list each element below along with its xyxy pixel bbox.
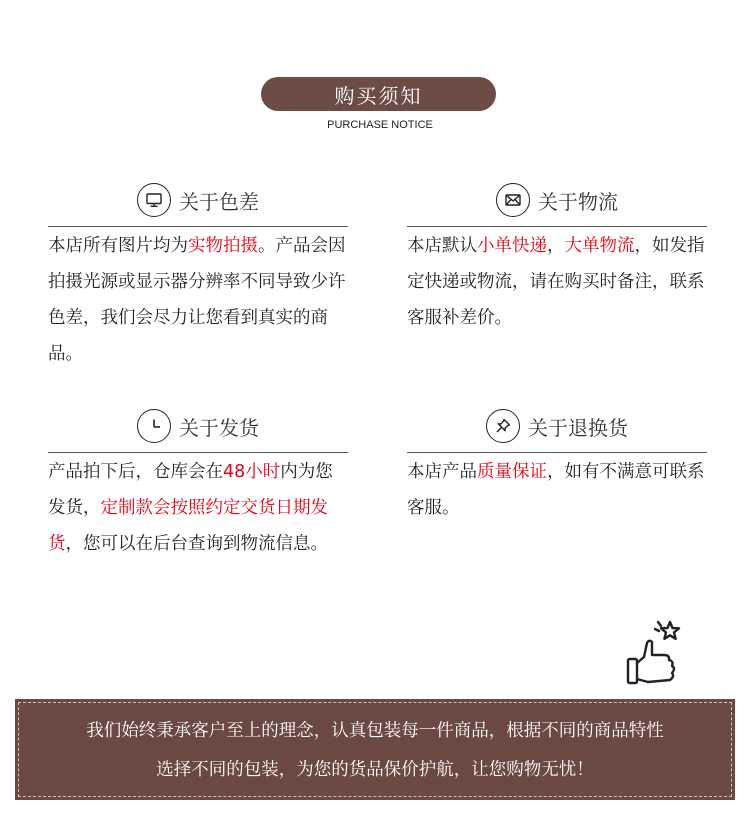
section-divider <box>407 226 707 227</box>
section-divider <box>407 452 707 453</box>
pushpin-icon <box>486 409 520 443</box>
page-title-pill <box>261 77 496 111</box>
section-logistics <box>407 181 707 336</box>
section-divider <box>48 452 348 453</box>
body-text: ，如有不满意可联系客服。 <box>407 462 705 518</box>
body-text: 本店所有图片均为 <box>48 236 188 256</box>
section-body <box>48 228 348 372</box>
section-header <box>48 181 348 219</box>
highlight-text: 质量保证 <box>477 462 547 482</box>
highlight-text: 大单物流 <box>564 236 635 256</box>
section-header <box>48 407 348 445</box>
highlight-text: 实物拍摄 <box>188 236 258 256</box>
body-text: 产品拍下后，仓库会在 <box>48 462 223 482</box>
highlight-text: 48小时 <box>223 462 281 482</box>
section-body <box>407 454 707 526</box>
section-header <box>407 181 707 219</box>
highlight-text: 定制款会按照约定交货日期发货 <box>48 498 328 554</box>
body-text: 内为您发货， <box>48 462 333 518</box>
body-text: 本店产品 <box>407 462 477 482</box>
section-body <box>48 454 348 562</box>
highlight-text: 小单快递 <box>477 236 547 256</box>
section-header <box>407 407 707 445</box>
section-divider <box>48 226 348 227</box>
monitor-icon <box>137 183 171 217</box>
page-title: 购买须知 <box>334 83 423 108</box>
banner-line-2: 选择不同的包装，为您的货品保价护航，让您购物无忧！ <box>156 760 594 780</box>
footer-banner <box>15 699 735 800</box>
section-returns <box>407 407 707 526</box>
section-body <box>407 228 707 336</box>
body-text: 。产品会因拍摄光源或显示器分辨率不同导致少许色差，我们会尽力让您看到真实的商品。 <box>48 236 346 364</box>
section-title: 关于物流 <box>538 189 618 214</box>
section-title: 关于退换货 <box>528 415 628 440</box>
banner-line-1: 我们始终秉承客户至上的理念，认真包装每一件商品，根据不同的商品特性 <box>86 721 664 741</box>
body-text: ， <box>547 236 565 256</box>
section-color-difference <box>48 181 348 372</box>
envelope-icon <box>496 183 530 217</box>
thumbs-up-icon <box>624 617 686 687</box>
section-title: 关于色差 <box>179 189 259 214</box>
body-text: ，如发指定快递或物流，请在购买时备注，联系客服补差价。 <box>407 236 705 328</box>
section-shipping <box>48 407 348 562</box>
page-subtitle: PURCHASE NOTICE <box>327 119 433 131</box>
section-title: 关于发货 <box>179 415 259 440</box>
body-text: ，您可以在后台查询到物流信息。 <box>65 534 328 554</box>
body-text: 本店默认 <box>407 236 477 256</box>
clock-icon <box>137 409 171 443</box>
